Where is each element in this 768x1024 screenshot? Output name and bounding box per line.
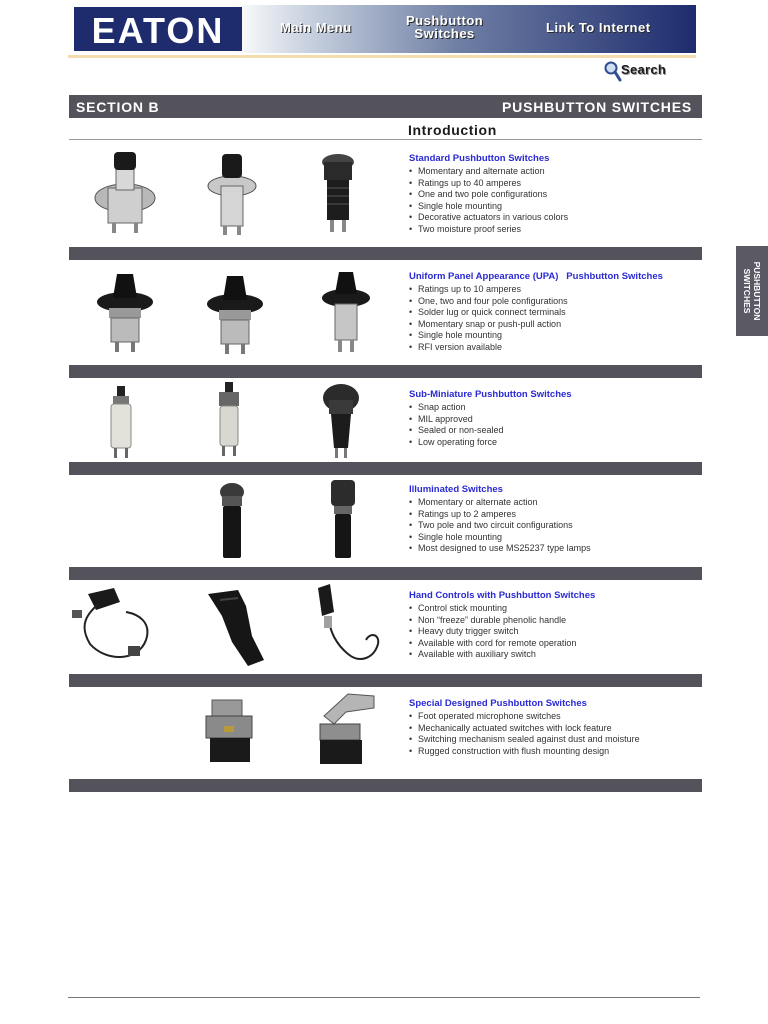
- feature-item: • MIL approved: [409, 414, 709, 426]
- brand-text: EATON: [91, 10, 225, 51]
- photo-standard-switch-3: [318, 152, 358, 236]
- feature-item: • Momentary and alternate action: [409, 166, 709, 178]
- feature-item: • Two moisture proof series: [409, 224, 709, 236]
- photo-special-switch-2: [312, 690, 378, 770]
- category-standard-pushbutton: [409, 153, 709, 235]
- category-illuminated: [409, 484, 709, 555]
- feature-item: • Single hole mounting: [409, 201, 709, 213]
- row-divider: [69, 567, 702, 580]
- row-divider: [69, 365, 702, 378]
- feature-item: • Mechanically actuated switches with lock feature: [409, 723, 709, 735]
- photo-standard-switch-2: [205, 150, 260, 238]
- section-label: SECTION B: [76, 99, 160, 115]
- feature-item: • Momentary snap or push-pull action: [409, 319, 709, 331]
- feature-item: • Ratings up to 2 amperes: [409, 509, 709, 521]
- feature-list: [409, 711, 709, 757]
- feature-item: • Available with auxiliary switch: [409, 649, 709, 661]
- search-label: Search: [621, 62, 667, 77]
- photo-hand-control-2: [198, 586, 270, 670]
- category-title[interactable]: Special Designed Pushbutton Switches: [409, 698, 587, 709]
- footer-rule: [68, 997, 700, 998]
- feature-list: [409, 603, 709, 661]
- nav-link-to-internet[interactable]: Link To Internet: [546, 20, 651, 35]
- intro-rule: [69, 139, 702, 140]
- header-banner: [68, 5, 696, 53]
- feature-item: • Available with cord for remote operation: [409, 638, 709, 650]
- intro-heading: Introduction: [408, 122, 497, 138]
- feature-item: • Snap action: [409, 402, 709, 414]
- feature-item: • Switching mechanism sealed against dust and moisture: [409, 734, 709, 746]
- feature-item: • Control stick mounting: [409, 603, 709, 615]
- photo-upa-switch-2: [205, 270, 265, 356]
- feature-item: • Sealed or non-sealed: [409, 425, 709, 437]
- section-bar: [69, 95, 702, 118]
- row-divider: [69, 247, 702, 260]
- category-subminiature-pushbutton: [409, 389, 709, 448]
- photo-subminiature-switch-3: [320, 382, 362, 460]
- feature-item: • Most designed to use MS25237 type lamps: [409, 543, 709, 555]
- photo-hand-control-3: [308, 582, 384, 674]
- category-upa-pushbutton: [409, 271, 709, 353]
- photo-illuminated-switch-1: [215, 478, 249, 562]
- category-title[interactable]: Uniform Panel Appearance (UPA) Pushbutton Switches: [409, 271, 663, 282]
- feature-list: [409, 284, 709, 353]
- photo-subminiature-switch-2: [214, 380, 244, 460]
- feature-item: • Non “freeze” durable phenolic handle: [409, 615, 709, 627]
- feature-item: • Foot operated microphone switches: [409, 711, 709, 723]
- category-title[interactable]: Sub-Miniature Pushbutton Switches: [409, 389, 572, 400]
- photo-hand-control-1: [68, 584, 158, 670]
- section-title: PUSHBUTTON SWITCHES: [502, 99, 692, 115]
- photo-special-switch-1: [200, 696, 270, 770]
- category-special-designed: [409, 698, 709, 757]
- photo-upa-switch-3: [320, 268, 372, 354]
- side-tab-pushbutton-switches[interactable]: [736, 246, 768, 336]
- feature-item: • RFI version available: [409, 342, 709, 354]
- feature-item: • Heavy duty trigger switch: [409, 626, 709, 638]
- feature-item: • Decorative actuators in various colors: [409, 212, 709, 224]
- feature-item: • Solder lug or quick connect terminals: [409, 307, 709, 319]
- feature-item: • Momentary or alternate action: [409, 497, 709, 509]
- magnifier-icon: [603, 60, 623, 84]
- feature-item: • Low operating force: [409, 437, 709, 449]
- eaton-logo[interactable]: [74, 7, 242, 51]
- category-hand-controls: [409, 590, 709, 661]
- feature-item: • Two pole and two circuit configurations: [409, 520, 709, 532]
- header-rule: [68, 55, 696, 58]
- feature-list: [409, 166, 709, 235]
- feature-item: • Ratings up to 10 amperes: [409, 284, 709, 296]
- feature-item: • One and two pole configurations: [409, 189, 709, 201]
- row-divider: [69, 462, 702, 475]
- row-divider: [69, 674, 702, 687]
- feature-item: • Rugged construction with flush mounting design: [409, 746, 709, 758]
- feature-list: [409, 497, 709, 555]
- feature-item: • Single hole mounting: [409, 330, 709, 342]
- nav-pushbutton-switches[interactable]: Pushbutton Switches: [406, 13, 484, 41]
- row-divider: [69, 779, 702, 792]
- photo-standard-switch-1: [90, 148, 160, 238]
- category-title[interactable]: Standard Pushbutton Switches: [409, 153, 550, 164]
- side-tab-label: PUSHBUTTON SWITCHES: [742, 261, 762, 321]
- photo-subminiature-switch-1: [106, 384, 136, 460]
- category-title[interactable]: Illuminated Switches: [409, 484, 503, 495]
- feature-item: • Ratings up to 40 amperes: [409, 178, 709, 190]
- feature-item: • One, two and four pole configurations: [409, 296, 709, 308]
- feature-item: • Single hole mounting: [409, 532, 709, 544]
- nav-main-menu[interactable]: Main Menu: [280, 20, 352, 35]
- photo-upa-switch-1: [95, 268, 155, 354]
- photo-illuminated-switch-2: [326, 478, 360, 562]
- category-title[interactable]: Hand Controls with Pushbutton Switches: [409, 590, 596, 601]
- feature-list: [409, 402, 709, 448]
